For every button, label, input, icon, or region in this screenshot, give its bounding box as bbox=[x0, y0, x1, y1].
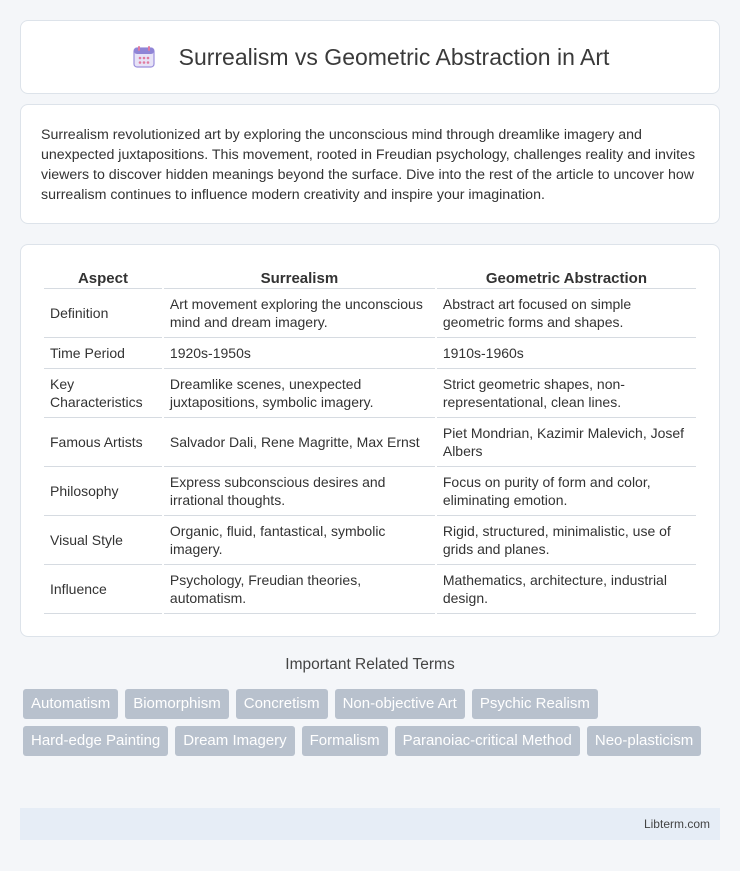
comparison-table bbox=[42, 265, 698, 614]
table-row bbox=[44, 516, 696, 565]
tag-paranoiac-critical-method[interactable]: Paranoiac-critical Method bbox=[395, 726, 580, 756]
row-geometric: Piet Mondrian, Kazimir Malevich, Josef Albers bbox=[437, 418, 696, 467]
footer-site-link[interactable]: Libterm.com bbox=[643, 817, 710, 831]
row-geometric: Mathematics, architecture, industrial design. bbox=[437, 565, 696, 614]
table-row bbox=[44, 289, 696, 338]
intro-text: Surrealism revolutionized art by exploring the unconscious mind through dreamlike imagery and unexpected juxtapositions. This movement, rooted in Freudian psychology, challenges reality and invites viewers to discover hidden meanings beyond the surface. Dive into the rest of the article to uncover how surrealism continues to influence modern creativity and inspire your imagination. bbox=[41, 127, 696, 203]
row-aspect: Influence bbox=[44, 565, 162, 614]
row-aspect: Time Period bbox=[44, 338, 162, 369]
tag-concretism[interactable]: Concretism bbox=[236, 689, 328, 719]
tag-dream-imagery[interactable]: Dream Imagery bbox=[175, 726, 294, 756]
table-row bbox=[44, 565, 696, 614]
header-geometric-abstraction: Geometric Abstraction bbox=[437, 265, 696, 289]
row-geometric: Focus on purity of form and color, eliminating emotion. bbox=[437, 467, 696, 516]
related-terms-tags bbox=[23, 689, 723, 756]
row-aspect: Visual Style bbox=[44, 516, 162, 565]
table-row bbox=[44, 418, 696, 467]
header-card bbox=[20, 20, 720, 94]
tag-neo-plasticism[interactable]: Neo-plasticism bbox=[587, 726, 701, 756]
row-surrealism: Psychology, Freudian theories, automatism. bbox=[164, 565, 435, 614]
row-geometric: Abstract art focused on simple geometric forms and shapes. bbox=[437, 289, 696, 338]
table-header-row bbox=[44, 265, 696, 289]
row-surrealism: Express subconscious desires and irrational thoughts. bbox=[164, 467, 435, 516]
related-terms-title: Important Related Terms bbox=[285, 656, 455, 673]
row-surrealism: 1920s-1950s bbox=[164, 338, 435, 369]
row-aspect: Key Characteristics bbox=[44, 369, 162, 418]
tag-hard-edge-painting[interactable]: Hard-edge Painting bbox=[23, 726, 168, 756]
tag-non-objective-art[interactable]: Non-objective Art bbox=[335, 689, 465, 719]
tag-formalism[interactable]: Formalism bbox=[302, 726, 388, 756]
intro-card bbox=[20, 104, 720, 224]
page-title: Surrealism vs Geometric Abstraction in Art bbox=[178, 43, 610, 70]
row-surrealism: Salvador Dali, Rene Magritte, Max Ernst bbox=[164, 418, 435, 467]
row-surrealism: Art movement exploring the unconscious mind and dream imagery. bbox=[164, 289, 435, 338]
row-surrealism: Dreamlike scenes, unexpected juxtapositions, symbolic imagery. bbox=[164, 369, 435, 418]
comparison-table-card bbox=[20, 244, 720, 637]
footer bbox=[20, 808, 720, 840]
header-aspect: Aspect bbox=[44, 265, 162, 289]
header-surrealism: Surrealism bbox=[164, 265, 435, 289]
row-aspect: Definition bbox=[44, 289, 162, 338]
row-aspect: Philosophy bbox=[44, 467, 162, 516]
tag-automatism[interactable]: Automatism bbox=[23, 689, 118, 719]
tag-biomorphism[interactable]: Biomorphism bbox=[125, 689, 229, 719]
row-geometric: 1910s-1960s bbox=[437, 338, 696, 369]
table-row bbox=[44, 338, 696, 369]
table-row bbox=[44, 467, 696, 516]
tag-psychic-realism[interactable]: Psychic Realism bbox=[472, 689, 598, 719]
row-geometric: Strict geometric shapes, non-representational, clean lines. bbox=[437, 369, 696, 418]
row-aspect: Famous Artists bbox=[44, 418, 162, 467]
table-row bbox=[44, 369, 696, 418]
calendar-icon bbox=[131, 44, 157, 70]
row-surrealism: Organic, fluid, fantastical, symbolic imagery. bbox=[164, 516, 435, 565]
row-geometric: Rigid, structured, minimalistic, use of grids and planes. bbox=[437, 516, 696, 565]
